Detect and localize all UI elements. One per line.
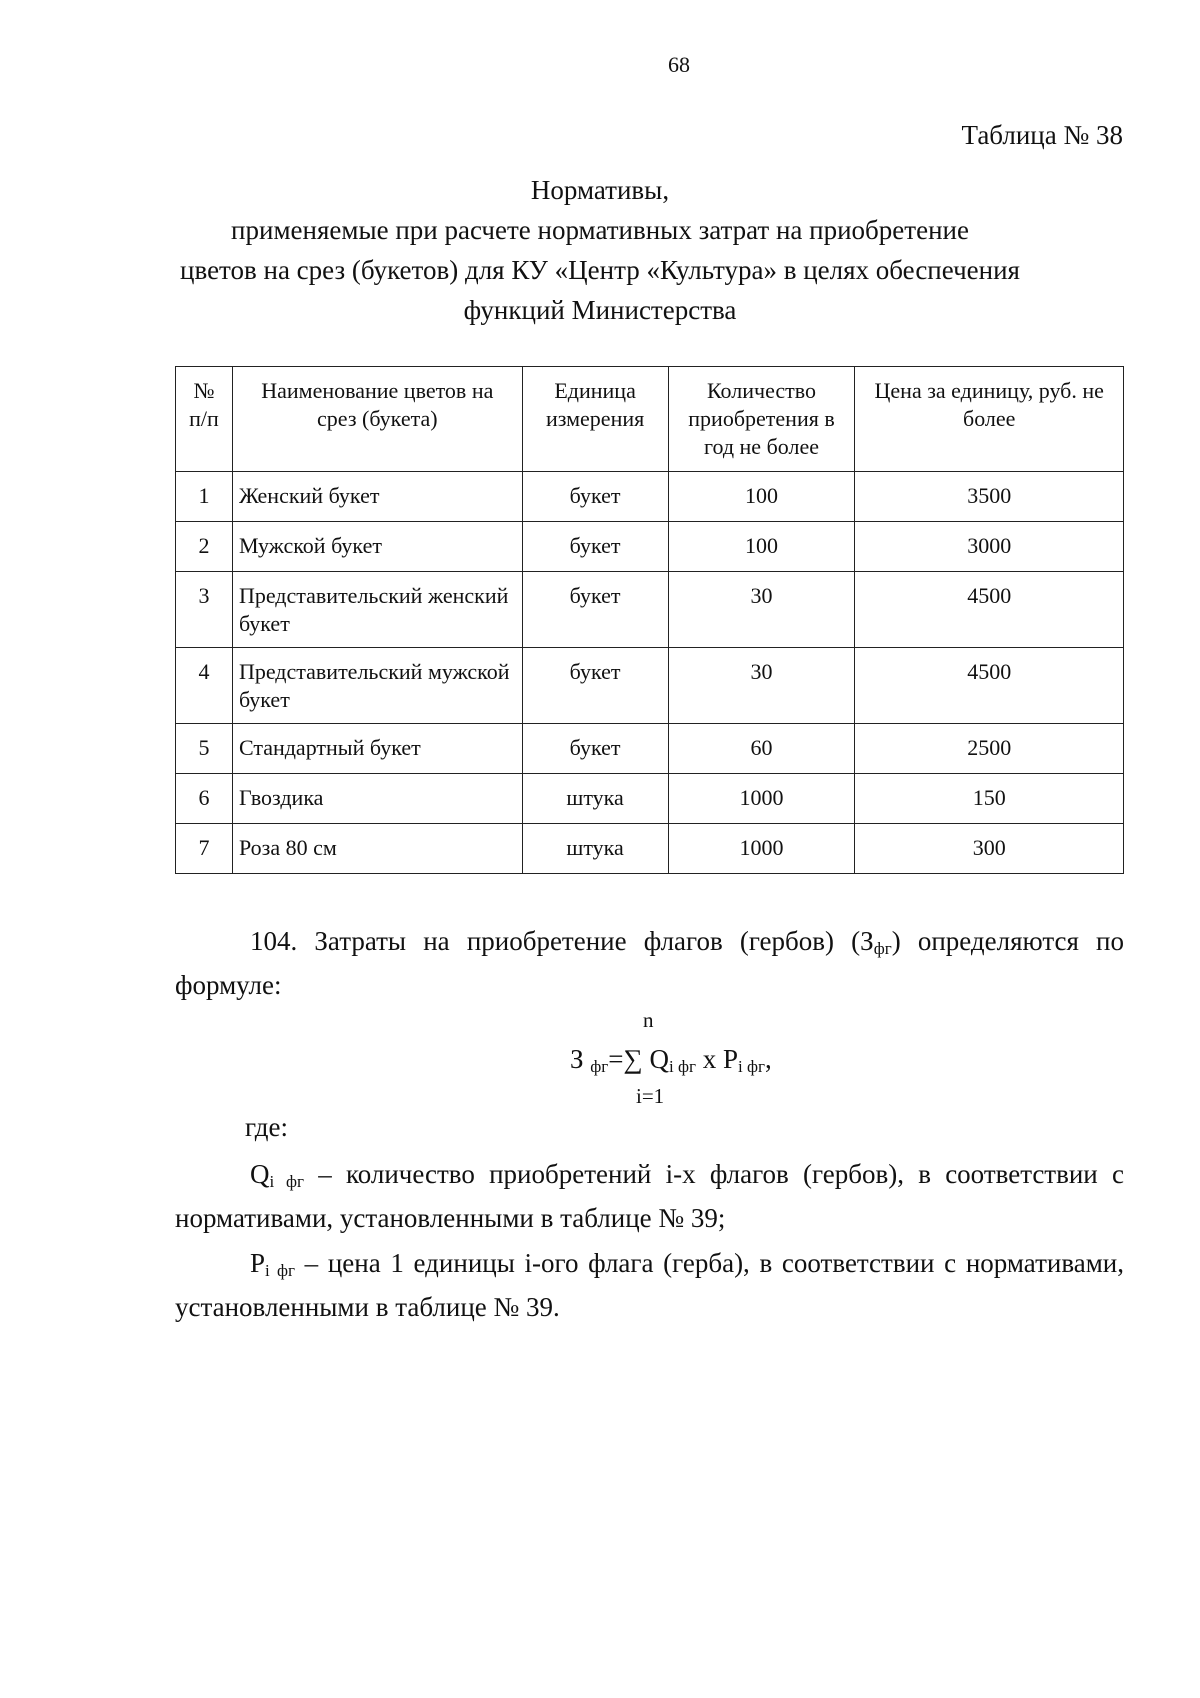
formula-end: , <box>764 1044 772 1074</box>
cell-name: Гвоздика <box>232 774 522 824</box>
formula <box>0 1008 1200 1118</box>
formula-upper-limit: n <box>643 1008 654 1032</box>
where-label: где: <box>245 1112 288 1142</box>
formula-lhs-sub: фг <box>590 1057 609 1076</box>
cell-num: 1 <box>176 472 233 522</box>
cell-qty: 100 <box>668 472 855 522</box>
formula-times: x P <box>695 1044 739 1074</box>
header-num: № п/п <box>176 367 233 472</box>
cell-unit: букет <box>522 724 668 774</box>
cell-price: 300 <box>855 824 1124 874</box>
heading-line: Нормативы, <box>530 175 670 205</box>
table-row <box>176 724 1124 774</box>
cell-qty: 30 <box>668 648 855 724</box>
cell-price: 2500 <box>855 724 1124 774</box>
header-price: Цена за единицу, руб. не более <box>855 367 1124 472</box>
definition-q <box>175 1156 1124 1237</box>
paragraph-104-text-end: ) определяются по формуле: <box>175 926 1124 1000</box>
definition-p-text: – цена 1 единицы i-ого флага (герба), в соответствии с нормативами, установленными в таблице № 39. <box>175 1248 1124 1322</box>
formula-expression <box>570 1044 772 1077</box>
formula-sum: =∑ Q <box>608 1044 670 1074</box>
definition-p-sub: i фг <box>265 1261 295 1280</box>
heading-line: функций Министерства <box>463 295 737 325</box>
table-header-row <box>176 367 1124 472</box>
table-row <box>176 774 1124 824</box>
definition-q-symbol: Q <box>250 1159 270 1189</box>
cell-unit: букет <box>522 648 668 724</box>
cell-num: 5 <box>176 724 233 774</box>
table-row <box>176 522 1124 572</box>
cell-unit: штука <box>522 774 668 824</box>
cell-unit: букет <box>522 572 668 648</box>
cell-unit: букет <box>522 522 668 572</box>
cell-unit: букет <box>522 472 668 522</box>
cell-name: Мужской букет <box>232 522 522 572</box>
definition-p <box>175 1245 1124 1326</box>
cell-unit: штука <box>522 824 668 874</box>
cell-name: Женский букет <box>232 472 522 522</box>
definition-q-sub: i фг <box>269 1172 304 1191</box>
paragraph-104 <box>175 923 1124 1004</box>
table-row <box>176 824 1124 874</box>
definition-p-symbol: P <box>250 1248 266 1278</box>
cell-qty: 100 <box>668 522 855 572</box>
cell-num: 4 <box>176 648 233 724</box>
table-row <box>176 648 1124 724</box>
cell-name: Роза 80 см <box>232 824 522 874</box>
cell-qty: 30 <box>668 572 855 648</box>
norms-table <box>175 366 1124 874</box>
cell-name: Представительский мужской букет <box>232 648 522 724</box>
header-unit: Единица измерения <box>522 367 668 472</box>
symbol-subscript: фг <box>873 939 892 958</box>
header-qty: Количество приобретения в год не более <box>668 367 855 472</box>
definition-q-text: – количество приобретений i-х флагов (гербов), в соответствии с нормативами, установленными в таблице № 39; <box>175 1159 1124 1233</box>
cell-num: 3 <box>176 572 233 648</box>
formula-q-sub: i фг <box>669 1057 696 1076</box>
cell-price: 150 <box>855 774 1124 824</box>
cell-price: 3000 <box>855 522 1124 572</box>
header-name: Наименование цветов на срез (букета) <box>232 367 522 472</box>
table-row <box>176 572 1124 648</box>
formula-lhs: З <box>570 1044 584 1074</box>
formula-lower-limit: i=1 <box>636 1084 665 1108</box>
table-row <box>176 472 1124 522</box>
heading-line: цветов на срез (букетов) для КУ «Центр «Культура» в целях обеспечения <box>180 255 1020 285</box>
formula-p-sub: i фг <box>738 1057 765 1076</box>
cell-price: 4500 <box>855 648 1124 724</box>
cell-price: 4500 <box>855 572 1124 648</box>
paragraph-104-text: 104. Затраты на приобретение флагов (гербов) (З <box>250 926 874 956</box>
cell-num: 7 <box>176 824 233 874</box>
cell-name: Стандартный букет <box>232 724 522 774</box>
cell-qty: 60 <box>668 724 855 774</box>
heading-line: применяемые при расчете нормативных затрат на приобретение <box>231 215 969 245</box>
cell-num: 6 <box>176 774 233 824</box>
table-heading <box>0 170 1200 330</box>
table-label: Таблица № 38 <box>961 120 1123 150</box>
cell-price: 3500 <box>855 472 1124 522</box>
cell-qty: 1000 <box>668 824 855 874</box>
cell-qty: 1000 <box>668 774 855 824</box>
cell-num: 2 <box>176 522 233 572</box>
page-number: 68 <box>668 52 690 77</box>
cell-name: Представительский женский букет <box>232 572 522 648</box>
